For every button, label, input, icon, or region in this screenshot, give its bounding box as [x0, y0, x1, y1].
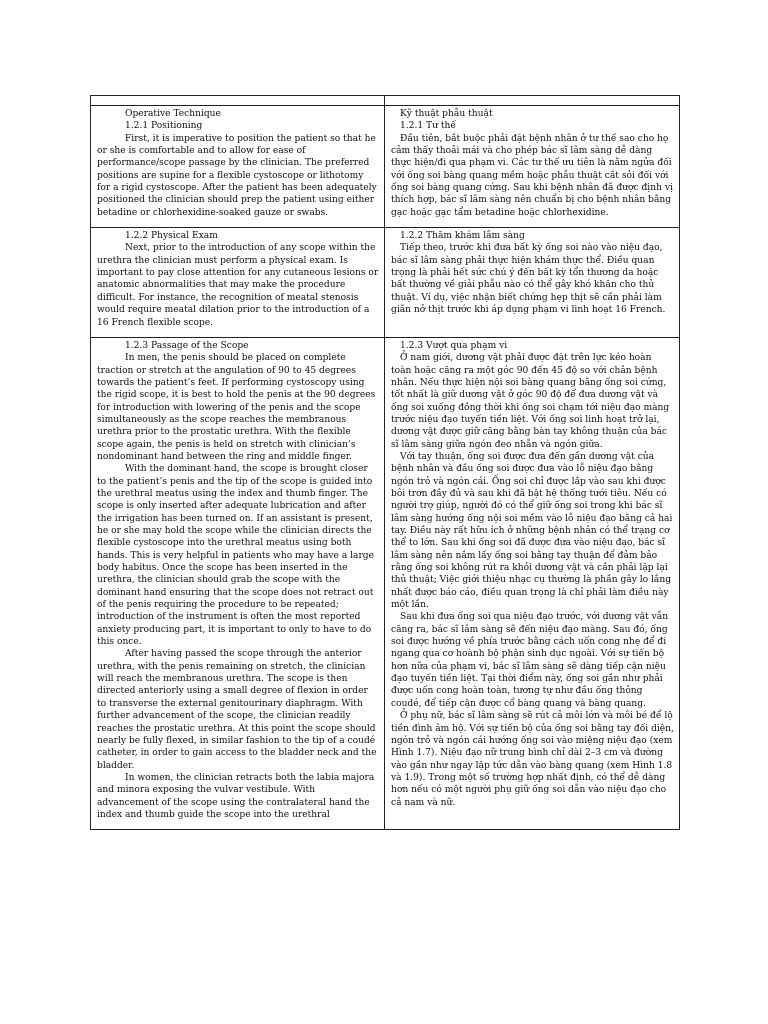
paragraph: Với tay thuận, ống soi được đưa đến gần dương vật của bệnh nhân và đầu ống soi được đưa vào lỗ niệu đạo bằng ngón trỏ và ngón cái. Ống soi chỉ được lắp vào sau khi được bôi trơn đầy đủ và sau khi đã bật hệ thống tưới tiêu. Nếu có người trợ giúp, người đó có thể giữ ống soi trong khi bác sĩ lâm sàng hướng ống nội soi mềm vào lỗ niệu đạo bằng cả hai tay. Điều này rất hữu ích ở những bệnh nhân có thể trạng cơ thể to lớn. Sau khi ống soi đã được đưa vào niệu đạo, bác sĩ lâm sàng nên nắm lấy ống soi bằng tay thuận để đảm bảo rằng ống soi không rút ra khỏi dương vật và cần phải lặp lại thủ thuật; Việc giới thiệu nhạc cụ thường là phần gây lo lắng nhất được báo cáo, điều quan trọng là chỉ phải làm điều này một lần.: [391, 451, 673, 611]
paragraph: Sau khi đưa ống soi qua niệu đạo trước, với dương vật vẫn căng ra, bác sĩ lâm sàng sẽ đến niệu đạo màng. Sau đó, ống soi được hướng về phía trước bằng cách uốn cong nhẹ để đi ngang qua cơ hoành bộ phận sinh dục ngoài. Với sự tiến bộ hơn nữa của phạm vi, bác sĩ lâm sàng sẽ dàng tiếp cận niệu đạo tuyến tiền liệt. Tại thời điểm này, ống soi gần như phải được uốn cong hoàn toàn, tương tự như đầu ống thông coudé, để tiếp cận được cổ bàng quang và bàng quang.: [391, 612, 669, 709]
section-subtitle: 1.2.3 Vượt qua phạm vi: [400, 340, 508, 351]
table-row: [91, 337, 680, 829]
header-blank-row: [91, 96, 680, 106]
english-cell: [91, 337, 385, 829]
english-cell: [91, 228, 385, 338]
paragraph: In men, the penis should be placed on complete traction or stretch at the angulation of 90 to 45 degrees towards the patient’s feet. If performing cystoscopy using the rigid scope, it is best to hold the penis at the 90 degrees for introduction with lowering of the penis and the scope simultaneously as the scope reaches the membranous urethra prior to the prostatic urethra. With the flexible scope again, the penis is held on stretch with clinician’s nondominant hand between the ring and middle finger.: [97, 353, 376, 462]
vietnamese-cell: [385, 106, 680, 228]
paragraph: First, it is imperative to position the patient so that he or she is comfortable and to allow for ease of performance/scope passage by the clinician. The preferred positions are supine for a flexible cystoscope or lithotomy for a rigid cystoscope. After the patient has been adequately positioned the clinician should prep the patient using either betadine or chlorhexidine-soaked gauze or swabs.: [97, 133, 377, 218]
section-title: Kỹ thuật phẫu thuật: [400, 109, 493, 119]
table-row: [91, 228, 680, 338]
section-subtitle: 1.2.3 Passage of the Scope: [125, 340, 249, 351]
paragraph: With the dominant hand, the scope is brought closer to the patient’s penis and the tip of the scope is guided into the urethral meatus using the index and thumb finger. The scope is only inserted after adequate lubrication and after the irrigation has been turned on. If an assistant is present, he or she may hold the scope while the clinician directs the flexible cystoscope into the urethral meatus using both hands. This is very helpful in patients who may have a large body habitus. Once the scope has been inserted in the urethra, the clinician should grab the scope with the dominant hand ensuring that the scope does not retract out of the penis requiring the procedure to be repeated; introduction of the instrument is often the most reported anxiety producing part, it is important to only to have to do this once.: [97, 464, 375, 648]
vietnamese-cell: [385, 337, 680, 829]
section-subtitle: 1.2.2 Thăm khám lâm sàng: [400, 231, 525, 242]
paragraph: Next, prior to the introduction of any scope within the urethra the clinician must perform a physical exam. Is important to pay close attention for any cutaneous lesions or anatomic abnormalities that may make the procedure difficult. For instance, the recognition of meatal stenosis would require meatal dilation prior to the introduction of a 16 French flexible scope.: [97, 243, 379, 328]
english-cell: [91, 106, 385, 228]
paragraph: Tiếp theo, trước khi đưa bất kỳ ống soi nào vào niệu đạo, bác sĩ lâm sàng phải thực hiện khám thực thể. Điều quan trọng là phải hết sức chú ý đến bất kỳ tổn thương da hoặc bất thường về giải phẫu nào có thể gây khó khăn cho thủ thuật. Ví dụ, việc nhận biết chứng hẹp thịt sẽ cần phải làm giãn nở thịt trước khi áp dụng phạm vi linh hoạt 16 French.: [391, 243, 666, 316]
paragraph: Ở nam giới, dương vật phải được đặt trên lực kéo hoàn toàn hoặc căng ra một góc 90 đến 45 độ so với chân bệnh nhân. Nếu thực hiện nội soi bàng quang bằng ống soi cứng, tốt nhất là giữ dương vật ở góc 90 độ để đưa dương vật và ống soi xuống đồng thời khi ống soi chạm tới niệu đạo màng trước niệu đạo tuyến tiền liệt. Với ống soi linh hoạt trở lại, dương vật được giữ căng bằng bàn tay không thuận của bác sĩ lâm sàng giữa ngón đeo nhẫn và ngón giữa.: [391, 353, 670, 450]
blank-cell-en: [91, 96, 385, 106]
section-subtitle: 1.2.1 Positioning: [125, 121, 203, 132]
bilingual-table: [90, 95, 680, 830]
section-subtitle: 1.2.2 Physical Exam: [125, 231, 218, 242]
blank-cell-vi: [385, 96, 680, 106]
paragraph: In women, the clinician retracts both the labia majora and minora exposing the vulvar vestibule. With advancement of the scope using the contralateral hand the index and thumb guide the scope into the urethral: [97, 772, 375, 820]
vietnamese-cell: [385, 228, 680, 338]
paragraph: Đầu tiên, bắt buộc phải đặt bệnh nhân ở tư thế sao cho họ cảm thấy thoải mái và cho phép bác sĩ lâm sàng dễ dàng thực hiện/đi qua phạm vi. Các tư thế ưu tiên là nằm ngửa đối với ống soi bàng quang mềm hoặc phẫu thuật cắt sỏi đối với ống soi bàng quang cứng. Sau khi bệnh nhân đã được định vị thích hợp, bác sĩ lâm sàng nên chuẩn bị cho bệnh nhân bằng gạc hoặc gạc tẩm betadine hoặc chlorhexidine.: [391, 133, 673, 218]
section-subtitle: 1.2.1 Tư thế: [400, 121, 456, 132]
paragraph: Ở phụ nữ, bác sĩ lâm sàng sẽ rút cả môi lớn và môi bé để lộ tiền đình âm hộ. Với sự tiến bộ của ống soi bằng tay đối diện, ngón trỏ và ngón cái hướng ống soi vào miệng niệu đạo (xem Hình 1.7). Niệu đạo nữ trung bình chỉ dài 2–3 cm và đường vào gần như ngay lập tức dẫn vào bàng quang (xem Hình 1.8 và 1.9). Trong một số trường hợp nhất định, có thể dễ dàng hơn nếu có một người phụ giữ ống soi dẫn vào niệu đạo cho cả nam và nữ.: [391, 711, 674, 808]
paragraph: After having passed the scope through the anterior urethra, with the penis remaining on stretch, the clinician will reach the membranous urethra. The scope is then directed anteriorly using a small degree of flexion in order to transverse the external genitourinary diaphragm. With further advancement of the scope, the clinician readily reaches the prostatic urethra. At this point the scope should nearly be fully flexed, in similar fashion to the tip of a coudé catheter, in order to gain access to the bladder neck and the bladder.: [97, 649, 377, 771]
section-title: Operative Technique: [125, 109, 221, 119]
table-row: [91, 106, 680, 228]
